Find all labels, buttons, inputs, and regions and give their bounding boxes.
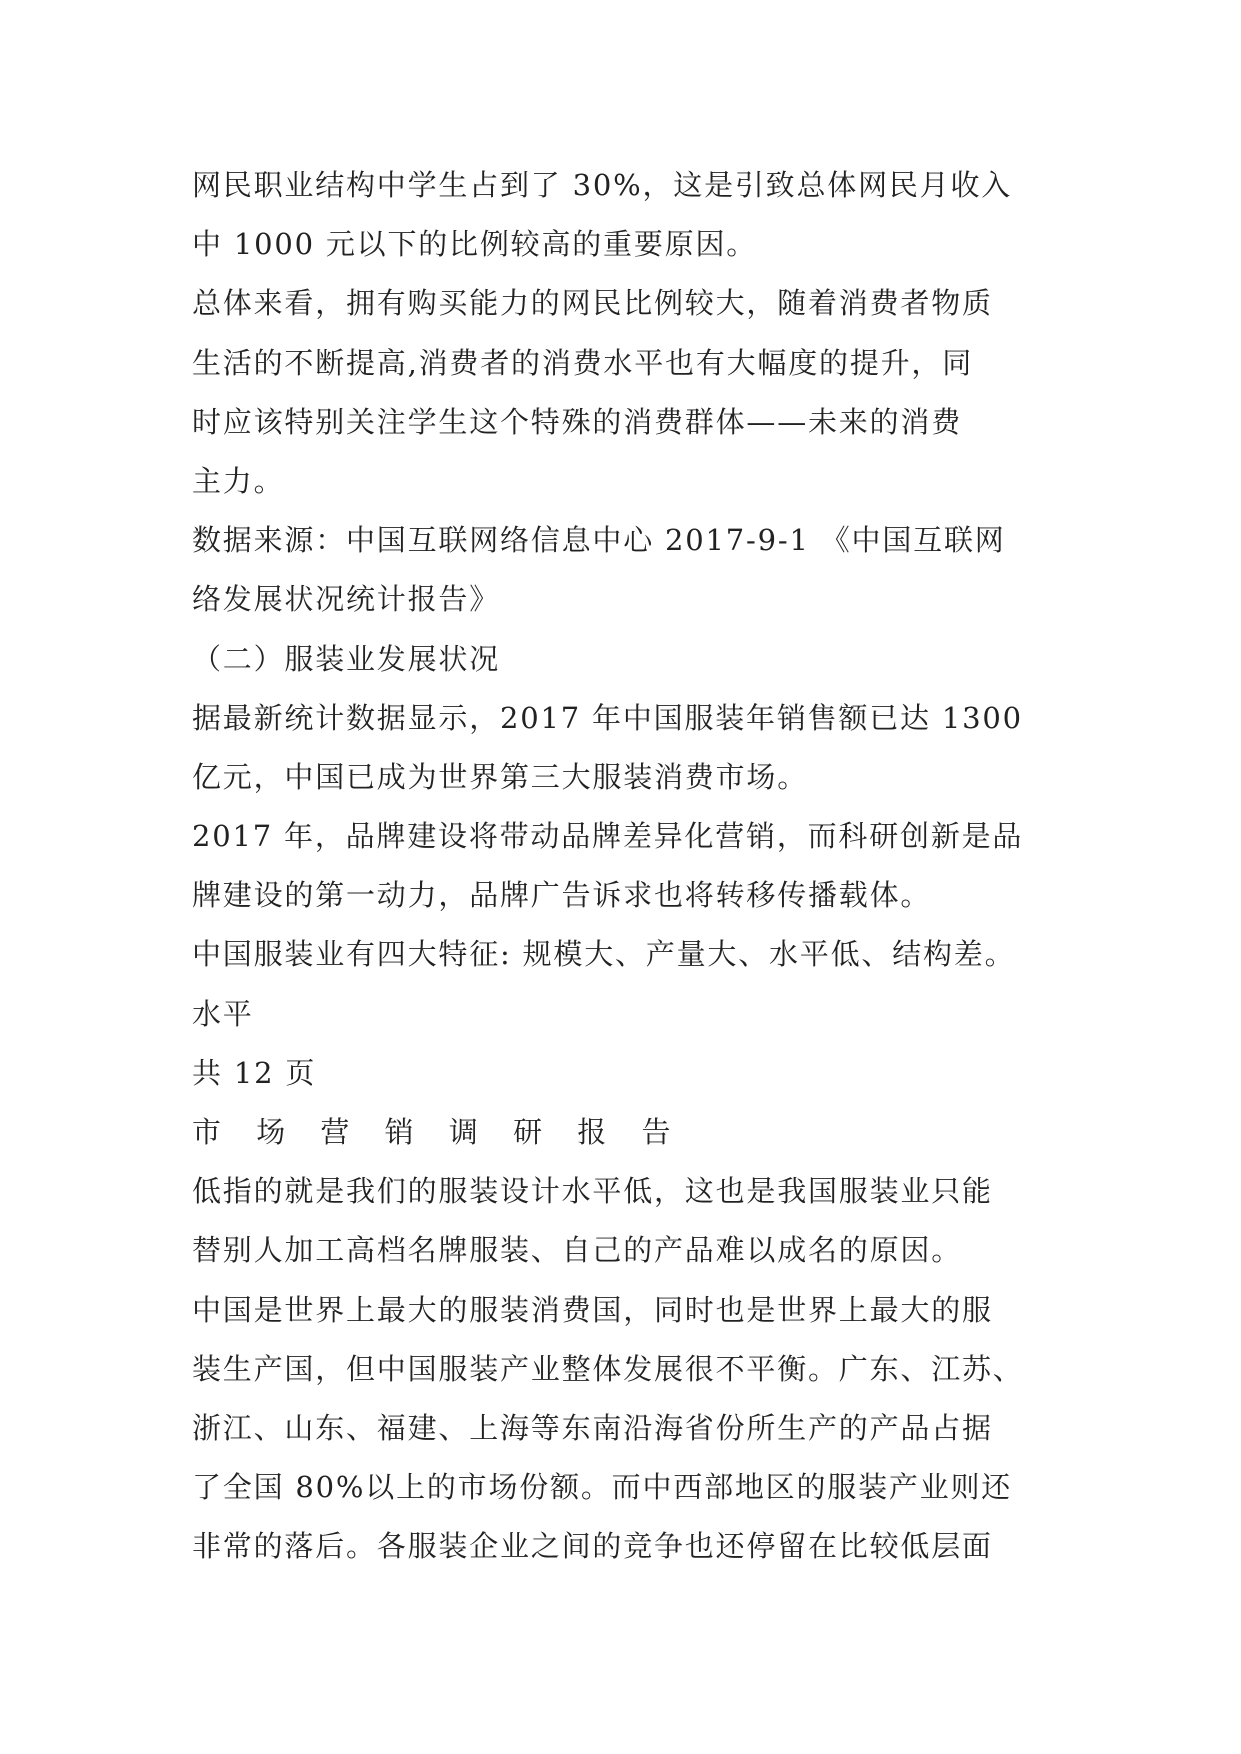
- text-line: 中国服装业有四大特征: 规模大、产量大、水平低、结构差。: [192, 937, 1016, 972]
- text-line: 替别人加工高档名牌服装、自己的产品难以成名的原因。: [192, 1233, 963, 1268]
- text-line: 络发展状况统计报告》: [192, 582, 501, 617]
- body-text: [192, 156, 1072, 1577]
- running-header: 市 场 营 销 调 研 报 告: [192, 1115, 684, 1149]
- text-line: 水平: [192, 996, 254, 1031]
- text-line: 非常的落后。各服装企业之间的竞争也还停留在比较低层面: [192, 1529, 993, 1564]
- text-line: 装生产国，但中国服装产业整体发展很不平衡。广东、江苏、: [192, 1351, 1024, 1386]
- text-line: 低指的就是我们的服装设计水平低，这也是我国服装业只能: [192, 1174, 993, 1209]
- page-count: 共 12 页: [192, 1055, 317, 1090]
- text-line: 浙江、山东、福建、上海等东南沿海省份所生产的产品占据: [192, 1410, 993, 1445]
- text-line: 亿元，中国已成为世界第三大服装消费市场。: [192, 759, 809, 794]
- text-line: 2017 年，品牌建设将带动品牌差异化营销，而科研创新是品: [192, 819, 1024, 854]
- text-line: 牌建设的第一动力，品牌广告诉求也将转移传播载体。: [192, 878, 932, 913]
- text-line: 中 1000 元以下的比例较高的重要原因。: [192, 227, 758, 262]
- text-line: 了全国 80%以上的市场份额。而中西部地区的服装产业则还: [192, 1470, 1013, 1505]
- text-line: 主力。: [192, 463, 285, 498]
- text-line: 网民职业结构中学生占到了 30%，这是引致总体网民月收入: [192, 168, 1013, 202]
- text-line: 据最新统计数据显示，2017 年中国服装年销售额已达 1300: [192, 700, 1023, 735]
- text-line: 时应该特别关注学生这个特殊的消费群体——未来的消费: [192, 404, 963, 439]
- text-line: 总体来看，拥有购买能力的网民比例较大，随着消费者物质: [192, 286, 993, 321]
- text-line: 中国是世界上最大的服装消费国，同时也是世界上最大的服: [192, 1292, 993, 1327]
- text-line: 数据来源：中国互联网络信息中心 2017-9-1 《中国互联网: [192, 523, 1006, 558]
- text-line: 生活的不断提高,消费者的消费水平也有大幅度的提升，同: [192, 345, 974, 380]
- section-heading: （二）服装业发展状况: [192, 641, 501, 676]
